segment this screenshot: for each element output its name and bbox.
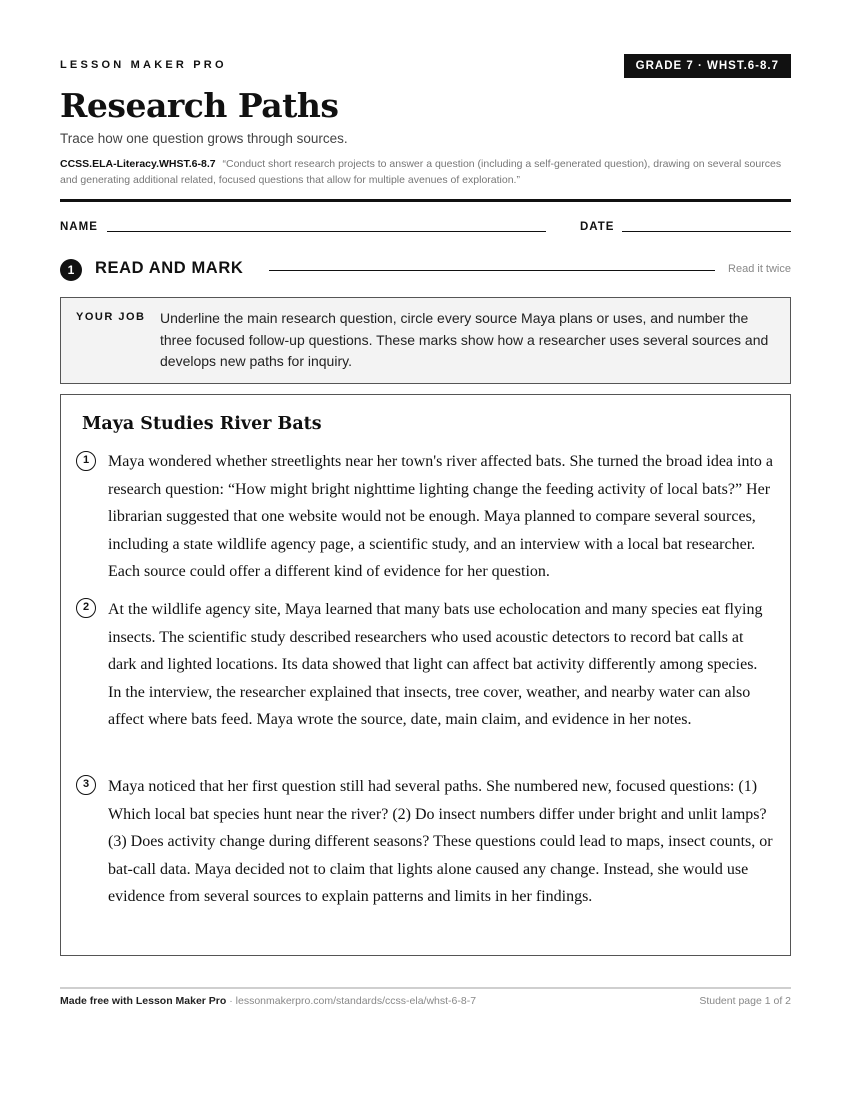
paragraph-number-3: 3	[76, 775, 96, 795]
paragraph-2: At the wildlife agency site, Maya learned that many bats use echolocation and many species eat flying insects. The scientific study described researchers who used acoustic detectors to record bat calls at dark and lighted locations. Its data showed that light can affect bat activity differently among species. In the interview, the researcher explained that insects, tree cover, weather, and nearby water can also affect where bats feed. Maya wrote the source, date, main claim, and evidence in her notes.	[108, 601, 763, 729]
footer-page-number: Student page 1 of 2	[699, 995, 791, 1007]
reading-passage	[60, 394, 791, 956]
standard-code: CCSS.ELA-Literacy.WHST.6-8.7	[60, 158, 216, 170]
section-number-badge: 1	[60, 259, 82, 281]
date-field[interactable]	[622, 231, 791, 232]
footer-url[interactable]: · lessonmakerpro.com/standards/ccss-ela/whst-6-8-7	[226, 995, 477, 1007]
standard-statement	[60, 156, 791, 188]
page-title: Research Paths	[60, 86, 339, 125]
footer-made-with: Made free with Lesson Maker Pro	[60, 995, 227, 1007]
footer-credit	[60, 995, 476, 1007]
section-hint: Read it twice	[728, 263, 791, 275]
paragraph-number-1: 1	[76, 451, 96, 471]
instructions-box	[60, 297, 791, 384]
section-divider	[269, 270, 715, 271]
instructions-text: Underline the main research question, circle every source Maya plans or uses, and number the three focused follow-up questions. These marks show how a researcher uses several sources and develops new paths for inquiry.	[160, 310, 769, 369]
paragraph-3: Maya noticed that her first question still had several paths. She numbered new, focused questions: (1) Which local bat species hunt near the river? (2) Do insect numbers differ under bright and unlit lamps? (3) Does activity change during different seasons? These questions could lead to maps, insect counts, or bat-call data. Maya decided not to claim that lights alone caused any change. Instead, she would use evidence from several sources to explain patterns and limits in her findings.	[108, 778, 773, 906]
paragraph-1: Maya wondered whether streetlights near her town's river affected bats. She turned the broad idea into a research question: “How might bright nighttime lighting change the feeding activity of local bats?” Her librarian suggested that one website would not be enough. Maya planned to compare several sources, including a state wildlife agency page, a scientific study, and an interview with a local bat researcher. Each source could offer a different kind of evidence for her question.	[108, 453, 774, 581]
grade-badge: GRADE 7 · WHST.6-8.7	[624, 54, 791, 78]
footer-divider	[60, 987, 791, 989]
instructions-label: YOUR JOB	[76, 311, 146, 323]
section-title: READ AND MARK	[95, 259, 244, 277]
worksheet-page	[60, 0, 791, 1100]
page-subtitle: Trace how one question grows through sources.	[60, 131, 348, 146]
passage-title: Maya Studies River Bats	[82, 414, 322, 434]
name-field[interactable]	[107, 231, 546, 232]
date-label: DATE	[580, 221, 615, 233]
paragraph-number-2: 2	[76, 598, 96, 618]
name-label: NAME	[60, 221, 98, 233]
header-divider	[60, 199, 791, 202]
brand-name: LESSON MAKER PRO	[60, 59, 227, 71]
standard-text: “Conduct short research projects to answer a question (including a self-generated question), drawing on several sources and generating additional related, focused questions that allow for multiple avenues of exploration.”	[60, 158, 782, 186]
